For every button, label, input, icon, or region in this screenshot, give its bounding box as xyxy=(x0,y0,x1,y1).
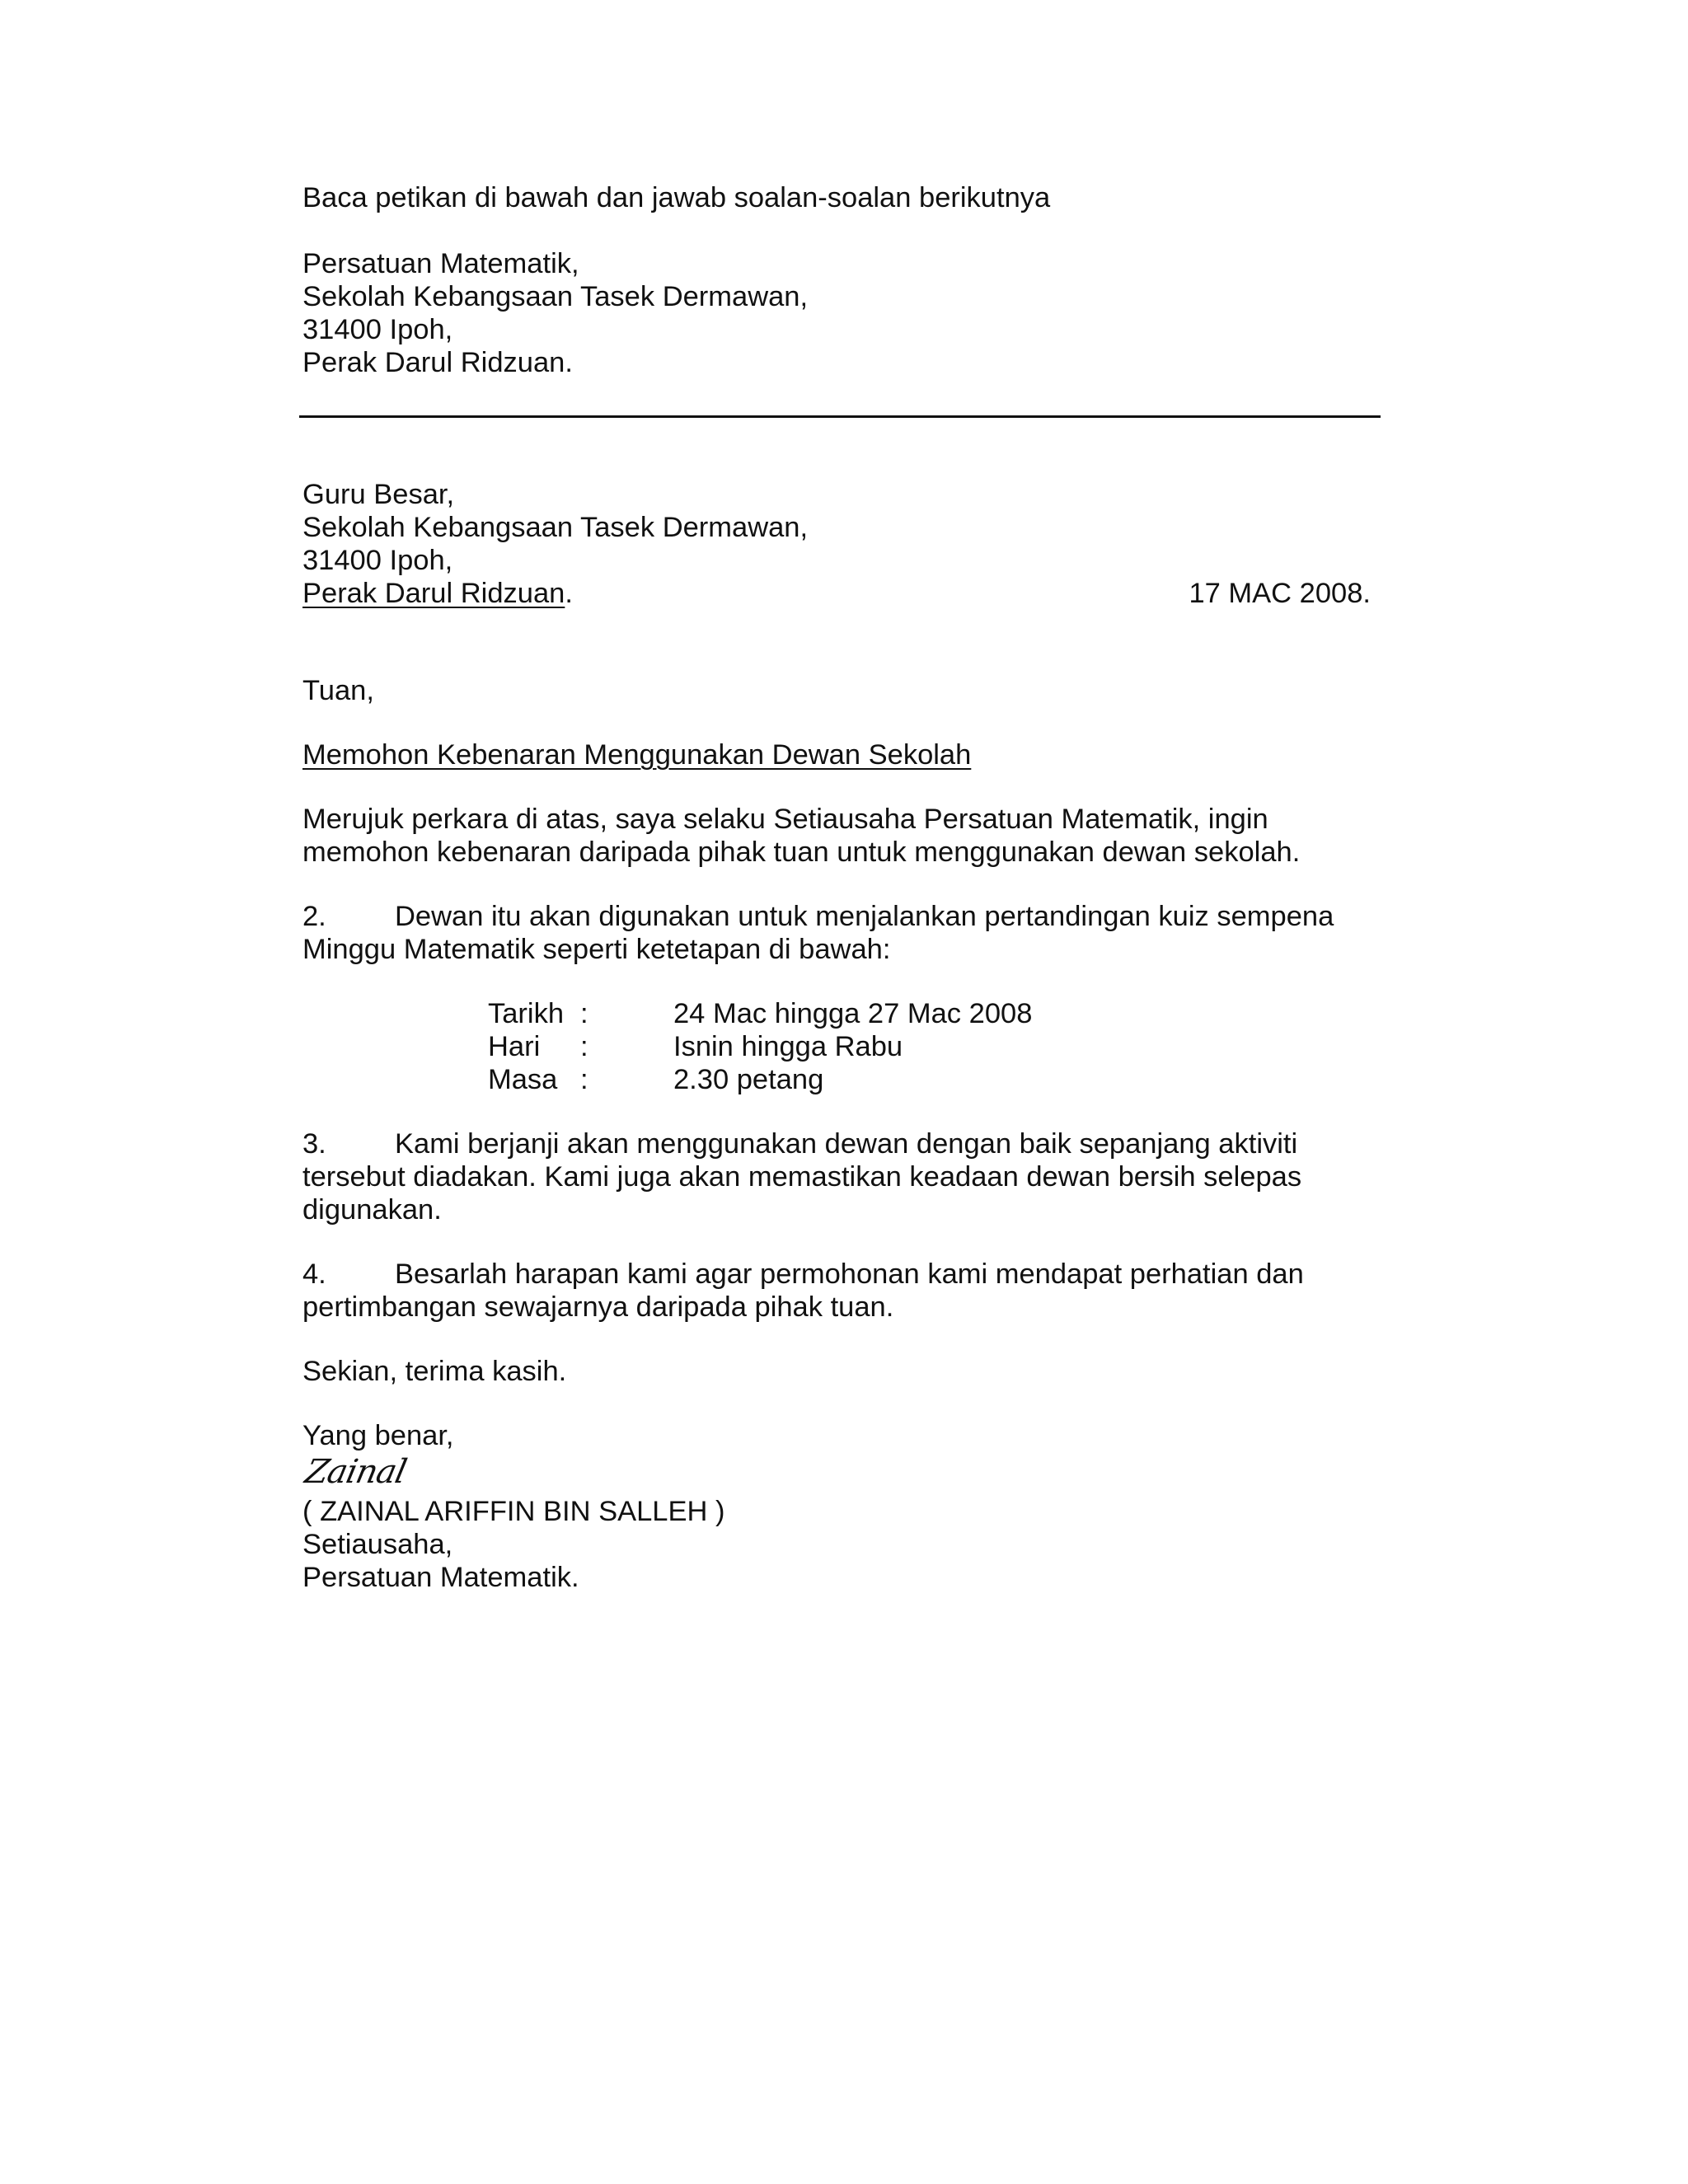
paragraph-text: Besarlah harapan kami agar permohonan kami mendapat perhatian dan xyxy=(395,1258,1304,1290)
paragraph-number: 4. xyxy=(302,1258,326,1290)
detail-value: 2.30 petang xyxy=(673,1064,824,1095)
signer-block xyxy=(302,1495,1390,1594)
paragraph-number: 2. xyxy=(302,901,326,932)
sender-line: Sekolah Kebangsaan Tasek Dermawan, xyxy=(302,281,809,312)
paragraph-3 xyxy=(302,1127,1390,1226)
header-divider-line xyxy=(299,415,1381,418)
detail-row-masa xyxy=(488,1063,1390,1096)
recipient-last-row xyxy=(302,577,1371,610)
subject-heading: Memohon Kebenaran Menggunakan Dewan Sekolah xyxy=(302,739,972,771)
detail-row-hari xyxy=(488,1030,1390,1063)
detail-label: Masa xyxy=(488,1064,558,1095)
paragraph-number: 3. xyxy=(302,1128,326,1160)
paragraph-line xyxy=(302,1127,1390,1160)
intro-paragraph xyxy=(302,803,1390,869)
paragraph-4 xyxy=(302,1258,1390,1324)
signer-title: Setiausaha, xyxy=(302,1529,453,1560)
sender-address xyxy=(302,247,1390,379)
closing-text: Sekian, terima kasih. xyxy=(302,1356,567,1387)
paragraph-text: Kami berjanji akan menggunakan dewan dengan baik sepanjang aktiviti xyxy=(395,1128,1298,1160)
signer-organization: Persatuan Matematik. xyxy=(302,1562,579,1593)
letter-date: 17 MAC 2008. xyxy=(1189,578,1371,609)
signoff-text: Yang benar, xyxy=(302,1420,454,1451)
paragraph-2 xyxy=(302,900,1390,966)
signer-name: ( ZAINAL ARIFFIN BIN SALLEH ) xyxy=(302,1496,725,1527)
recipient-line: Sekolah Kebangsaan Tasek Dermawan, xyxy=(302,512,809,543)
detail-colon: : xyxy=(580,998,588,1029)
paragraph-line xyxy=(302,1258,1390,1291)
detail-row-tarikh xyxy=(488,997,1390,1030)
detail-value: Isnin hingga Rabu xyxy=(673,1031,903,1062)
paragraph-line: tersebut diadakan. Kami juga akan memastikan keadaan dewan bersih selepas xyxy=(302,1161,1302,1193)
handwritten-signature: Zainal xyxy=(302,1453,410,1491)
detail-colon: : xyxy=(580,1031,588,1062)
letter-page xyxy=(302,181,1390,1594)
recipient-state-period: . xyxy=(565,578,573,609)
paragraph-line: digunakan. xyxy=(302,1194,442,1226)
detail-value: 24 Mac hingga 27 Mac 2008 xyxy=(673,998,1033,1029)
paragraph-line: pertimbangan sewajarnya daripada pihak tuan. xyxy=(302,1291,894,1323)
paragraph-line: Merujuk perkara di atas, saya selaku Setiausaha Persatuan Matematik, ingin xyxy=(302,804,1268,835)
recipient-line: Guru Besar, xyxy=(302,479,455,510)
paragraph-line xyxy=(302,900,1390,933)
event-details xyxy=(488,997,1390,1096)
sender-line: Persatuan Matematik, xyxy=(302,248,579,279)
sender-line: Perak Darul Ridzuan. xyxy=(302,347,573,378)
recipient-state: Perak Darul Ridzuan xyxy=(302,578,565,609)
recipient-address xyxy=(302,478,1390,610)
paragraph-line: memohon kebenaran daripada pihak tuan untuk menggunakan dewan sekolah. xyxy=(302,837,1301,868)
recipient-line xyxy=(302,577,573,610)
paragraph-line: Minggu Matematik seperti ketetapan di bawah: xyxy=(302,934,891,965)
detail-colon: : xyxy=(580,1064,588,1095)
recipient-line: 31400 Ipoh, xyxy=(302,545,453,576)
sender-line: 31400 Ipoh, xyxy=(302,314,453,345)
detail-label: Hari xyxy=(488,1031,541,1062)
paragraph-text: Dewan itu akan digunakan untuk menjalankan pertandingan kuiz sempena xyxy=(395,901,1334,932)
instruction-text: Baca petikan di bawah dan jawab soalan-soalan berikutnya xyxy=(302,182,1051,213)
detail-label: Tarikh xyxy=(488,998,565,1029)
salutation: Tuan, xyxy=(302,675,374,706)
